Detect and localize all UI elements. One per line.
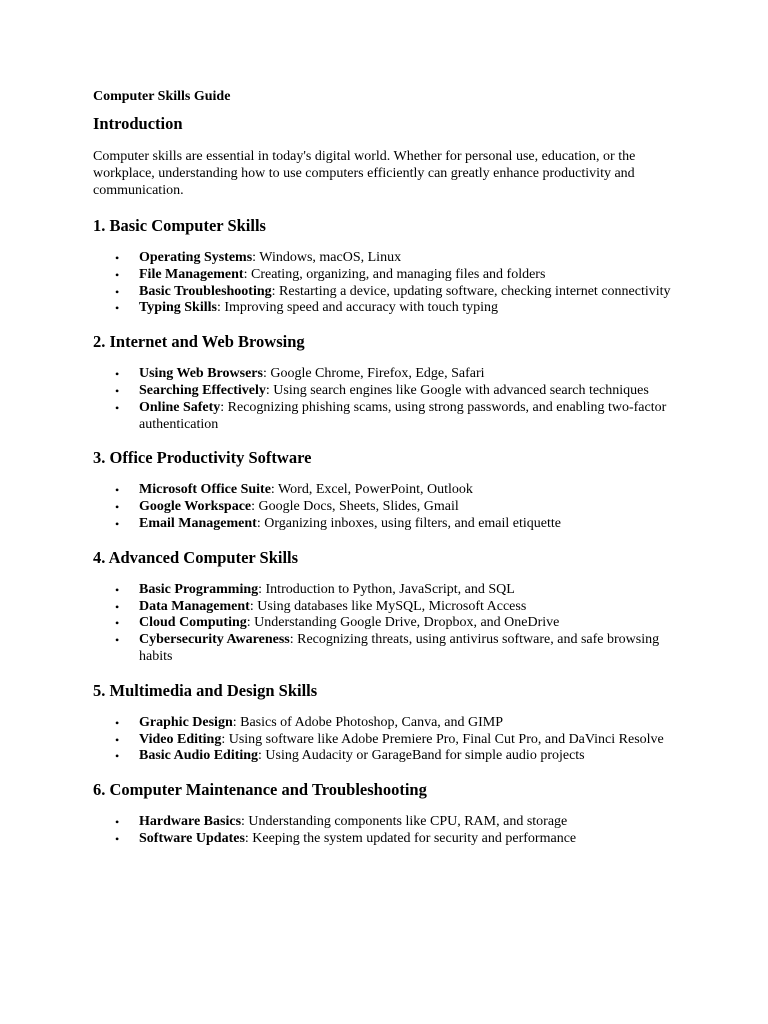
- bullet-icon: •: [115, 749, 120, 764]
- item-description: : Introduction to Python, JavaScript, and SQL: [258, 581, 515, 597]
- bullet-icon: •: [115, 301, 120, 316]
- bullet-list: [93, 814, 688, 848]
- item-term: Graphic Design: [139, 714, 233, 730]
- item-term: Basic Audio Editing: [139, 748, 259, 764]
- section-multimedia-design: [93, 681, 688, 765]
- bullet-icon: •: [115, 284, 120, 299]
- item-description: : Word, Excel, PowerPoint, Outlook: [270, 482, 473, 498]
- item-description: : Using search engines like Google with advanced search techniques: [265, 382, 649, 398]
- list-item: [93, 748, 688, 765]
- bullet-icon: •: [115, 715, 120, 730]
- list-item: [93, 814, 688, 831]
- section-heading: 6. Computer Maintenance and Troubleshooting: [93, 780, 427, 800]
- bullet-icon: •: [115, 367, 120, 382]
- list-item: [93, 632, 688, 666]
- item-term: Software Updates: [139, 830, 245, 846]
- bullet-icon: •: [115, 831, 120, 846]
- bullet-icon: •: [115, 732, 120, 747]
- list-item: [93, 284, 688, 301]
- section-heading: 5. Multimedia and Design Skills: [93, 680, 318, 700]
- bullet-list: [93, 250, 688, 317]
- list-item: [93, 516, 688, 533]
- item-description: : Keeping the system updated for security and performance: [244, 830, 577, 846]
- item-term: Data Management: [139, 598, 250, 614]
- list-item: [93, 599, 688, 616]
- bullet-icon: •: [115, 599, 120, 614]
- item-term: Google Workspace: [139, 499, 252, 515]
- bullet-icon: •: [115, 483, 120, 498]
- item-term: Using Web Browsers: [139, 366, 263, 382]
- list-item: [93, 482, 688, 499]
- introduction-heading: Introduction: [93, 114, 183, 133]
- item-description: : Recognizing threats, using antivirus software, and safe browsing habits: [139, 632, 660, 664]
- list-item: [93, 615, 688, 632]
- item-description: : Google Chrome, Firefox, Edge, Safari: [262, 366, 485, 382]
- item-term: Video Editing: [139, 731, 222, 747]
- section-office-productivity: [93, 448, 688, 532]
- list-item: [93, 300, 688, 317]
- section-basic-computer-skills: [93, 216, 688, 317]
- section-internet-web-browsing: [93, 332, 688, 433]
- item-term: Email Management: [139, 515, 257, 531]
- list-item: [93, 732, 688, 749]
- item-term: Cloud Computing: [139, 615, 247, 631]
- item-description: : Using databases like MySQL, Microsoft Access: [249, 598, 527, 614]
- bullet-icon: •: [115, 251, 120, 265]
- item-description: : Creating, organizing, and managing files and folders: [243, 266, 546, 282]
- list-item: [93, 250, 688, 267]
- list-item: [93, 831, 688, 848]
- item-term: Searching Effectively: [139, 382, 266, 398]
- bullet-icon: •: [115, 400, 120, 415]
- bullet-icon: •: [115, 582, 120, 597]
- list-item: [93, 400, 688, 434]
- list-item: [93, 715, 688, 732]
- item-description: : Windows, macOS, Linux: [252, 250, 402, 265]
- item-term: File Management: [139, 266, 244, 282]
- section-heading: 1. Basic Computer Skills: [93, 216, 266, 235]
- item-description: : Basics of Adobe Photoshop, Canva, and GIMP: [232, 714, 503, 730]
- bullet-icon: •: [115, 633, 120, 648]
- item-term: Cybersecurity Awareness: [139, 632, 290, 648]
- bullet-icon: •: [115, 815, 120, 830]
- item-term: Online Safety: [139, 399, 221, 415]
- item-description: : Using Audacity or GarageBand for simple audio projects: [258, 748, 585, 764]
- item-description: : Improving speed and accuracy with touch typing: [216, 300, 499, 316]
- bullet-list: [93, 715, 688, 765]
- section-advanced-computer-skills: [93, 548, 688, 666]
- item-description: : Understanding Google Drive, Dropbox, and OneDrive: [246, 615, 560, 631]
- bullet-icon: •: [115, 616, 120, 631]
- section-heading: 3. Office Productivity Software: [93, 448, 312, 468]
- document-title: Computer Skills Guide: [93, 89, 231, 104]
- introduction-paragraph: Computer skills are essential in today's digital world. Whether for personal use, education, or the workplace, understanding how to use computers efficiently can greatly enhance productivity and communication.: [93, 149, 636, 198]
- list-item: [93, 582, 688, 599]
- list-item: [93, 499, 688, 516]
- bullet-list: [93, 366, 688, 433]
- bullet-icon: •: [115, 500, 120, 515]
- item-description: : Recognizing phishing scams, using strong passwords, and enabling two-factor authentication: [139, 399, 667, 432]
- section-heading: 4. Advanced Computer Skills: [93, 547, 299, 567]
- item-description: : Organizing inboxes, using filters, and email etiquette: [256, 515, 561, 531]
- section-maintenance-troubleshooting: [93, 780, 688, 848]
- list-item: [93, 366, 688, 383]
- item-term: Microsoft Office Suite: [139, 482, 271, 498]
- item-term: Hardware Basics: [139, 814, 242, 830]
- item-term: Operating Systems: [139, 250, 253, 265]
- item-term: Typing Skills: [139, 300, 217, 316]
- list-item: [93, 267, 688, 284]
- item-description: : Using software like Adobe Premiere Pro, Final Cut Pro, and DaVinci Resolve: [221, 731, 664, 747]
- section-heading: 2. Internet and Web Browsing: [93, 332, 305, 352]
- bullet-icon: •: [115, 383, 120, 398]
- item-description: : Restarting a device, updating software, checking internet connectivity: [271, 283, 671, 299]
- list-item: [93, 383, 688, 400]
- item-description: : Google Docs, Sheets, Slides, Gmail: [251, 499, 459, 515]
- bullet-list: [93, 582, 688, 666]
- bullet-list: [93, 482, 688, 532]
- bullet-icon: •: [115, 267, 120, 282]
- bullet-icon: •: [115, 516, 120, 531]
- item-description: : Understanding components like CPU, RAM, and storage: [241, 814, 568, 830]
- item-term: Basic Troubleshooting: [139, 283, 272, 299]
- item-term: Basic Programming: [139, 581, 259, 597]
